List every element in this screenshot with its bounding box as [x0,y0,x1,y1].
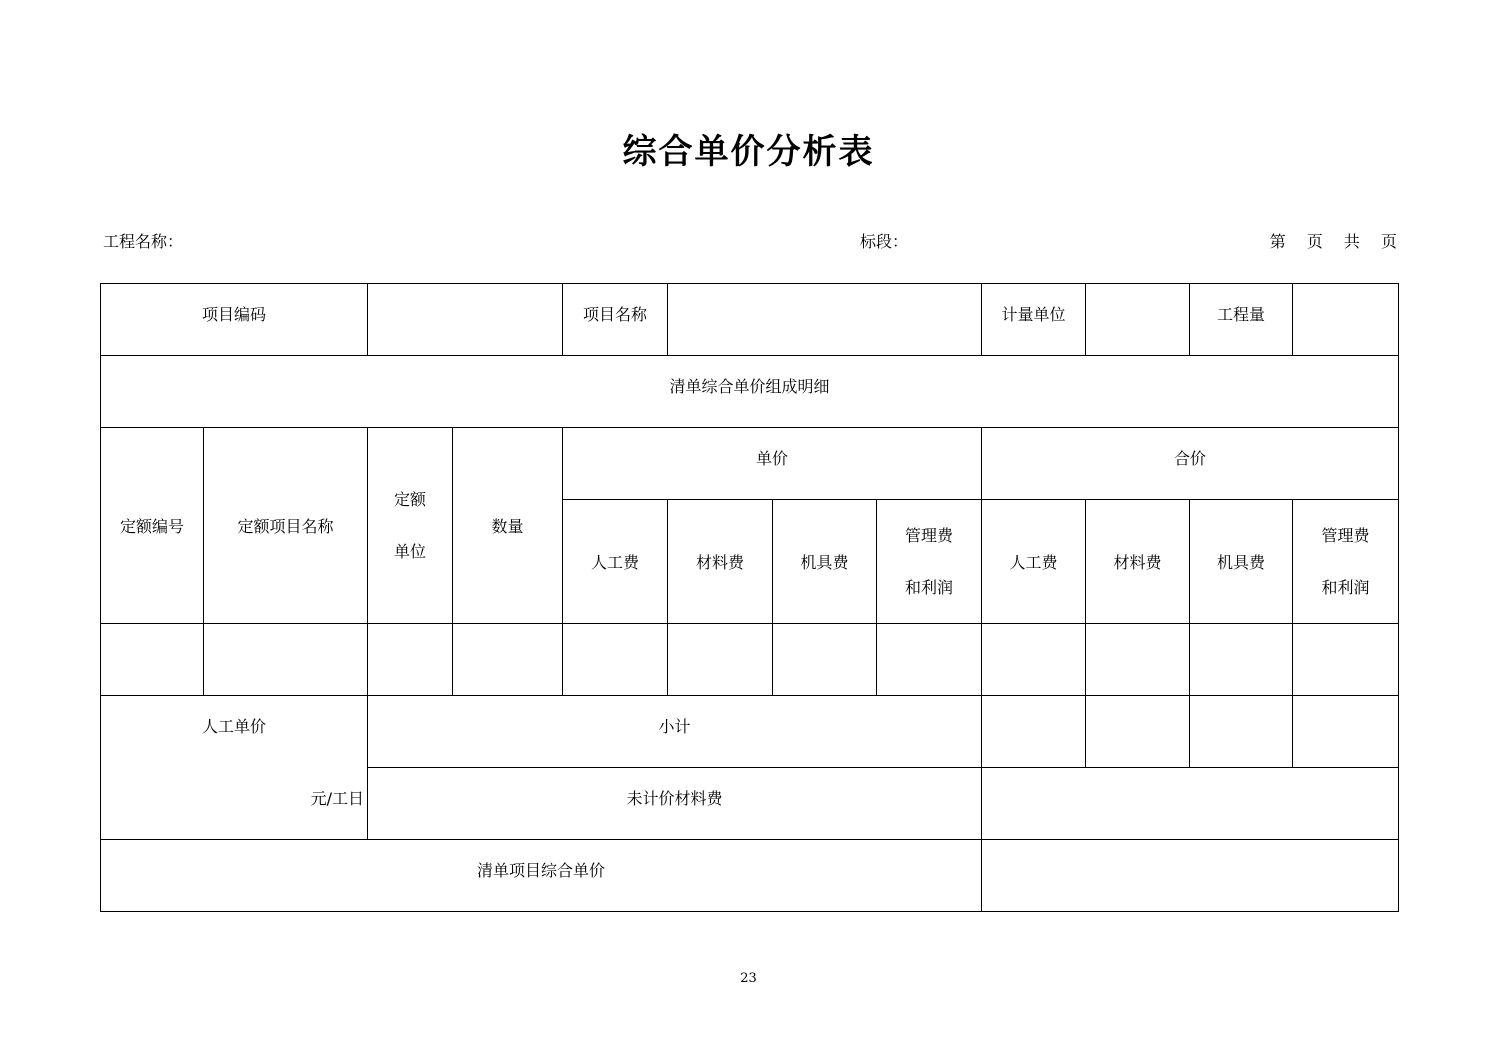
subtotal-mgmt[interactable] [1293,696,1399,768]
total-price-group-header: 合价 [982,428,1399,500]
table-row [101,624,1399,696]
project-name-label: 工程名称： [103,232,184,251]
document-title: 综合单价分析表 [622,132,875,172]
quantity-value[interactable] [1293,284,1399,356]
quota-unit-line1: 定额 [394,489,427,509]
data-cell-quota-name[interactable] [204,624,368,696]
subtotal-material[interactable] [1086,696,1190,768]
detail-heading: 清单综合单价组成明细 [101,356,1399,428]
quota-name-header: 定额项目名称 [204,428,368,624]
unit-price-analysis-table [100,283,1399,912]
yuan-per-workday: 元/工日 [101,768,368,840]
quantity-header: 数量 [453,428,563,624]
unit-mgmt-header [877,500,982,624]
unpriced-material-label: 未计价材料费 [368,768,982,840]
total-mgmt-header [1293,500,1399,624]
data-cell-total-labor[interactable] [982,624,1086,696]
unit-mgmt-line2: 和利润 [905,577,954,597]
data-cell-total-material[interactable] [1086,624,1190,696]
composite-price-row [101,840,1399,912]
unpriced-material-row [101,768,1399,840]
total-material-header: 材料费 [1086,500,1190,624]
unpriced-material-value[interactable] [982,768,1399,840]
total-mgmt-line1: 管理费 [1321,525,1370,545]
subtotal-label: 小计 [368,696,982,768]
page-info: 第 页 共 页 [1269,232,1397,251]
total-labor-header: 人工费 [982,500,1086,624]
unit-label: 计量单位 [982,284,1086,356]
unit-price-group-header: 单价 [563,428,982,500]
quantity-label: 工程量 [1190,284,1293,356]
unit-labor-header: 人工费 [563,500,668,624]
page-number: 23 [740,971,757,986]
item-code-label: 项目编码 [101,284,368,356]
item-info-row [101,284,1399,356]
quota-unit-line2: 单位 [394,541,427,561]
detail-heading-row [101,356,1399,428]
subtotal-machinery[interactable] [1190,696,1293,768]
subtotal-labor[interactable] [982,696,1086,768]
unit-material-header: 材料费 [668,500,773,624]
unit-value[interactable] [1086,284,1190,356]
composite-unit-price-label: 清单项目综合单价 [101,840,982,912]
data-cell-total-machinery[interactable] [1190,624,1293,696]
data-cell-quota-code[interactable] [101,624,204,696]
data-cell-quantity[interactable] [453,624,563,696]
data-cell-unit-machinery[interactable] [773,624,877,696]
unit-mgmt-line1: 管理费 [905,525,954,545]
item-name-value[interactable] [668,284,982,356]
quota-unit-header [368,428,453,624]
data-cell-unit-mgmt[interactable] [877,624,982,696]
total-machinery-header: 机具费 [1190,500,1293,624]
group-header-row [101,428,1399,500]
total-mgmt-line2: 和利润 [1321,577,1370,597]
data-cell-unit-material[interactable] [668,624,773,696]
data-cell-unit-labor[interactable] [563,624,668,696]
unit-machinery-header: 机具费 [773,500,877,624]
item-name-label: 项目名称 [563,284,668,356]
quota-code-header: 定额编号 [101,428,204,624]
labor-unit-price-label: 人工单价 [101,696,368,768]
subtotal-row [101,696,1399,768]
section-label: 标段： [860,232,909,251]
composite-unit-price-value[interactable] [982,840,1399,912]
data-cell-total-mgmt[interactable] [1293,624,1399,696]
data-cell-quota-unit[interactable] [368,624,453,696]
item-code-value[interactable] [368,284,563,356]
